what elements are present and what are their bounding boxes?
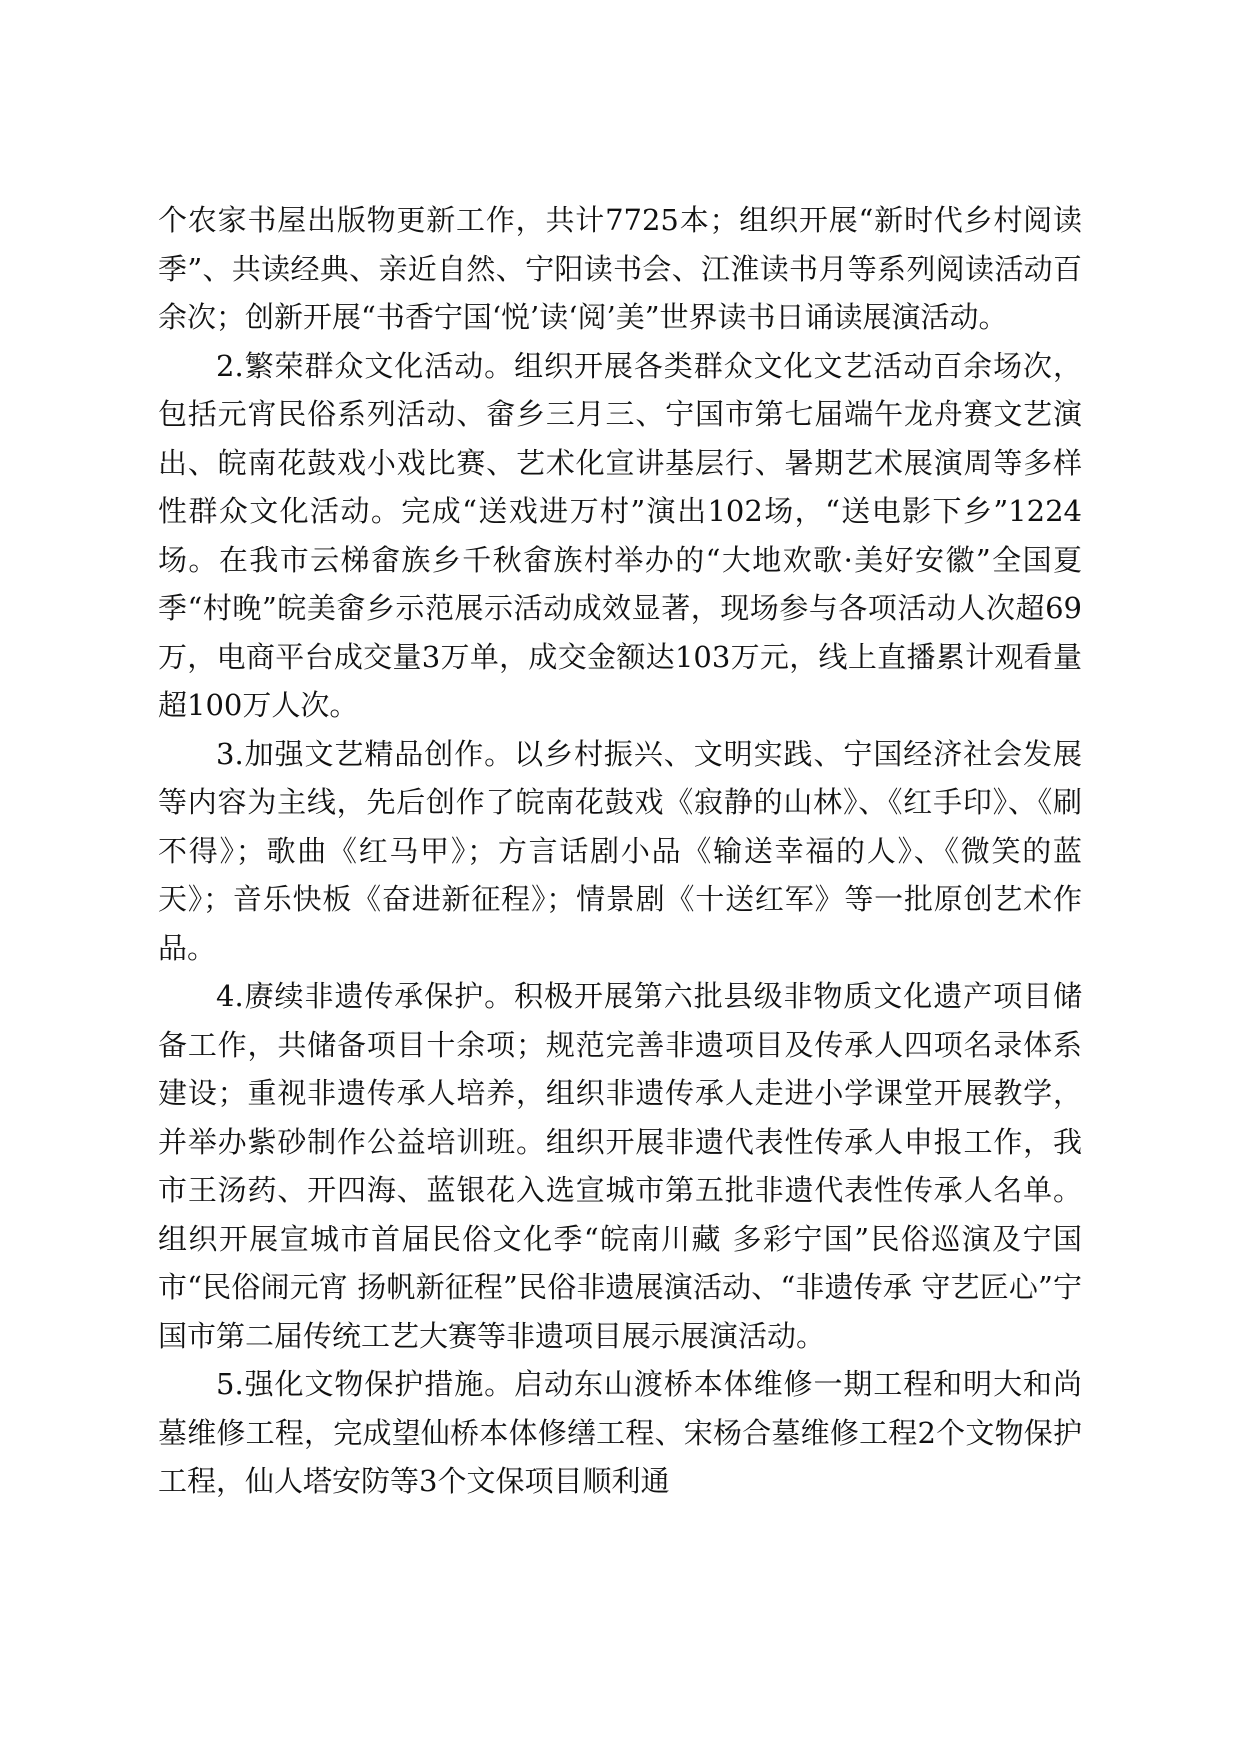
paragraph-mass-culture: 2.繁荣群众文化活动。组织开展各类群众文化文艺活动百余场次，包括元宵民俗系列活动、畲乡三月三、宁国市第七届端午龙舟赛文艺演出、皖南花鼓戏小戏比赛、艺术化宣讲基层行、暑期艺术展演周等多样性群众文化活动。完成“送戏进万村”演出102场，“送电影下乡”1224场。在我市云梯畲族乡千秋畲族村举办的“大地欢歌·美好安徽”全国夏季“村晚”皖美畲乡示范展示活动成效显著，现场参与各项活动人次超69万，电商平台成交量3万单，成交金额达103万元，线上直播累计观看量超100万人次。 bbox=[158, 348, 1082, 722]
paragraph-continuation: 个农家书屋出版物更新工作，共计7725本；组织开展“新时代乡村阅读季”、共读经典、亲近自然、宁阳读书会、江淮读书月等系列阅读活动百余次；创新开展“书香宁国‘悦’读‘阅’美”世界读书日诵读展演活动。 bbox=[158, 203, 1082, 334]
paragraph-cultural-relics: 5.强化文物保护措施。启动东山渡桥本体维修一期工程和明大和尚墓维修工程，完成望仙桥本体修缮工程、宋杨合墓维修工程2个文物保护工程，仙人塔安防等3个文保项目顺利通 bbox=[158, 1367, 1082, 1498]
document-body bbox=[158, 196, 1082, 1506]
paragraph-intangible-heritage: 4.赓续非遗传承保护。积极开展第六批县级非物质文化遗产项目储备工作，共储备项目十余项；规范完善非遗项目及传承人四项名录体系建设；重视非遗传承人培养，组织非遗传承人走进小学课堂开展教学，并举办紫砂制作公益培训班。组织开展非遗代表性传承人申报工作，我市王汤药、开四海、蓝银花入选宣城市第五批非遗代表性传承人名单。组织开展宣城市首届民俗文化季“皖南川藏 多彩宁国”民俗巡演及宁国市“民俗闹元宵 扬帆新征程”民俗非遗展演活动、“非遗传承 守艺匠心”宁国市第二届传统工艺大赛等非遗项目展示展演活动。 bbox=[158, 979, 1082, 1353]
paragraph-art-creation: 3.加强文艺精品创作。以乡村振兴、文明实践、宁国经济社会发展等内容为主线，先后创作了皖南花鼓戏《寂静的山林》、《红手印》、《刷不得》；歌曲《红马甲》；方言话剧小品《输送幸福的人》、《微笑的蓝天》；音乐快板《奋进新征程》；情景剧《十送红军》等一批原创艺术作品。 bbox=[158, 736, 1082, 965]
